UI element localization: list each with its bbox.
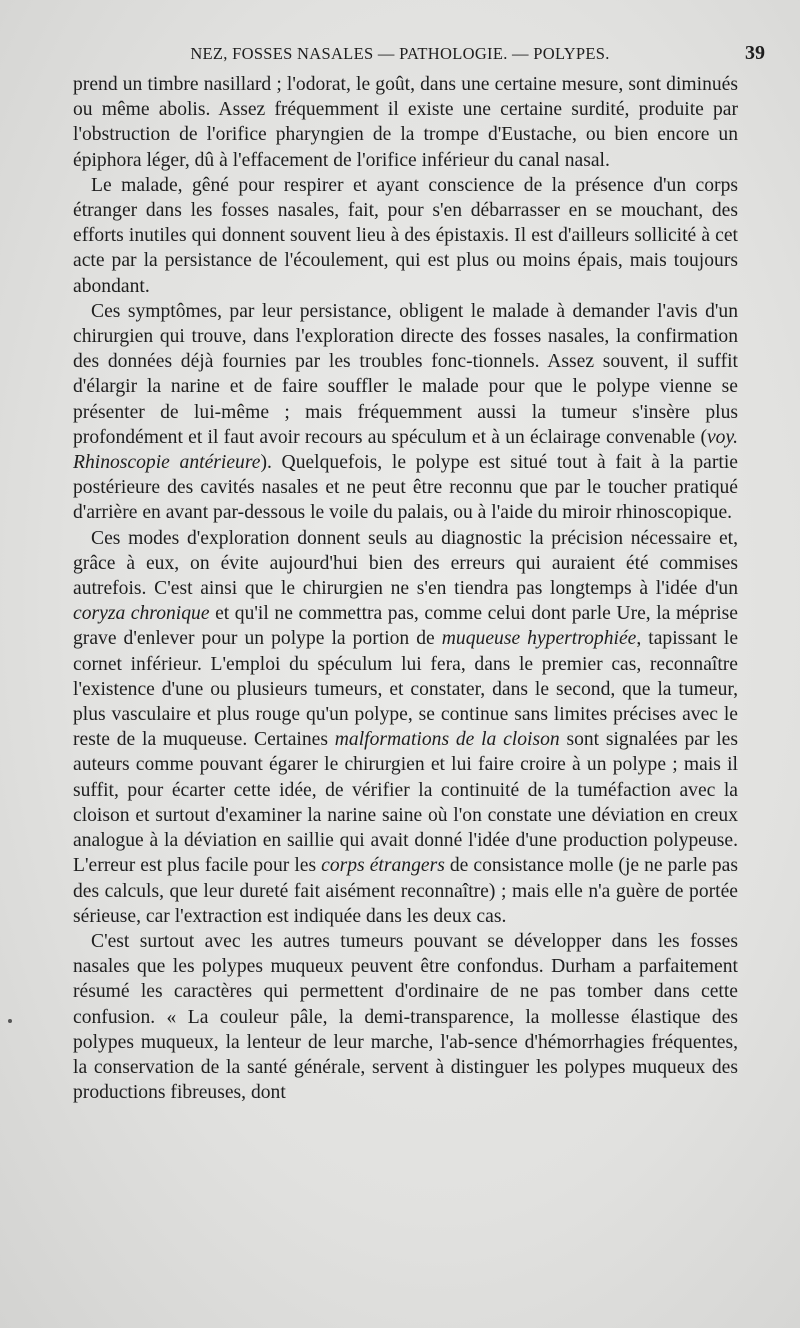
paragraph-5: C'est surtout avec les autres tumeurs pouvant se développer dans les fosses nasales que les polypes muqueux peuvent être confondus. Durham a parfaitement résumé les caractères qui permettent d'ordinaire de ne pas tomber dans cette confusion. « La couleur pâle, la demi-transparence, la mollesse élastique des polypes muqueux, la lenteur de leur marche, l'ab-sence d'hémorrhagies fréquentes, la conservation de la santé générale, servent à distinguer les polypes muqueux des productions fibreuses, dont [73,930,738,1104]
margin-mark [8,1019,12,1023]
paragraph-3 [73,299,738,526]
paragraph-4-text: et qu'il ne commettra pas, comme celui dont parle Ure, la méprise grave d'enlever pour un polype la portion de [73,603,738,650]
body-text [73,72,738,1105]
paragraph-3-text: ). Quelquefois, le polype est situé tout à fait à la partie postérieure des cavités nasales et ne peut être reconnu que par le toucher pratiqué d'arrière en avant par-dessous le voile du palais, ou à l'aide du miroir rhinoscopique. [73,452,738,524]
paragraph-4-term: muqueuse hypertrophiée [441,628,637,650]
paragraph-4-term: corps étrangers [321,855,445,877]
page-header [75,44,765,72]
paragraph-4-term: malformations de la cloison [334,729,560,751]
running-title: NEZ, FOSSES NASALES — PATHOLOGIE. — POLYPES. [190,44,610,63]
paragraph-3-reference: voy. Rhinoscopie antérieure [73,426,738,474]
paragraph-1: prend un timbre nasillard ; l'odorat, le goût, dans une certaine mesure, sont diminués ou même abolis. Assez fréquemment il existe une certaine surdité, produite par l'obstruction de l'orifice pharyngien de la trompe d'Eustache, ou bien encore un épiphora léger, dû à l'effacement de l'orifice inférieur du canal nasal. [73,74,738,171]
page-number: 39 [745,42,765,64]
paragraph-4 [73,526,738,929]
paragraph-4-text: de consistance molle (je ne parle pas des calculs, que leur dureté fait aisément reconnaître) ; mais elle n'a guère de portée sérieuse, car l'extraction est indiquée dans les deux cas. [73,855,738,927]
paragraph-4-term: coryza chronique [73,603,210,625]
paragraph-4-text: , tapissant le cornet inférieur. L'emploi du spéculum lui fera, dans le premier cas, reconnaître l'existence d'une ou plusieurs tumeurs, et constater, dans le second, que la tumeur, plus vasculaire et plus rouge qu'un polype, se continue sans limites précises avec le reste de la muqueuse. Certaines [73,628,739,751]
paragraph-3-text: Ces symptômes, par leur persistance, obligent le malade à demander l'avis d'un chirurgien qui trouve, dans l'exploration directe des fosses nasales, la confirmation des données déjà fournies par les troubles fonc-tionnels. Assez souvent, il suffit d'élargir la narine et de faire souffler le malade pour que le polype vienne se présenter de lui-même ; mais fréquemment aussi la tumeur s'insère plus profondément et il faut avoir recours au spéculum et à un éclairage convenable ( [73,300,738,448]
paragraph-4-text: sont signalées par les auteurs comme pouvant égarer le chirurgien et lui faire croire à un polype ; mais il suffit, pour écarter cette idée, de vérifier la continuité de la tuméfaction avec la cloison et surtout d'examiner la narine saine où l'on constate une déviation en creux analogue à la déviation en saillie qui avait donné l'idée d'une production polypeuse. L'erreur est plus facile pour les [73,729,738,877]
paragraph-2: Le malade, gêné pour respirer et ayant conscience de la présence d'un corps étranger dans les fosses nasales, fait, pour s'en débarrasser en se mouchant, des efforts inutiles qui donnent souvent lieu à des épistaxis. Il est d'ailleurs sollicité à cet acte par la persistance de l'écoulement, qui est plus ou moins épais, mais toujours abondant. [73,174,738,297]
paragraph-4-text: Ces modes d'exploration donnent seuls au diagnostic la précision nécessaire et, grâce à eux, on évite aujourd'hui bien des erreurs qui auraient été commises autrefois. C'est ainsi que le chirurgien ne s'en tiendra pas longtemps à l'idée d'un [73,527,738,600]
